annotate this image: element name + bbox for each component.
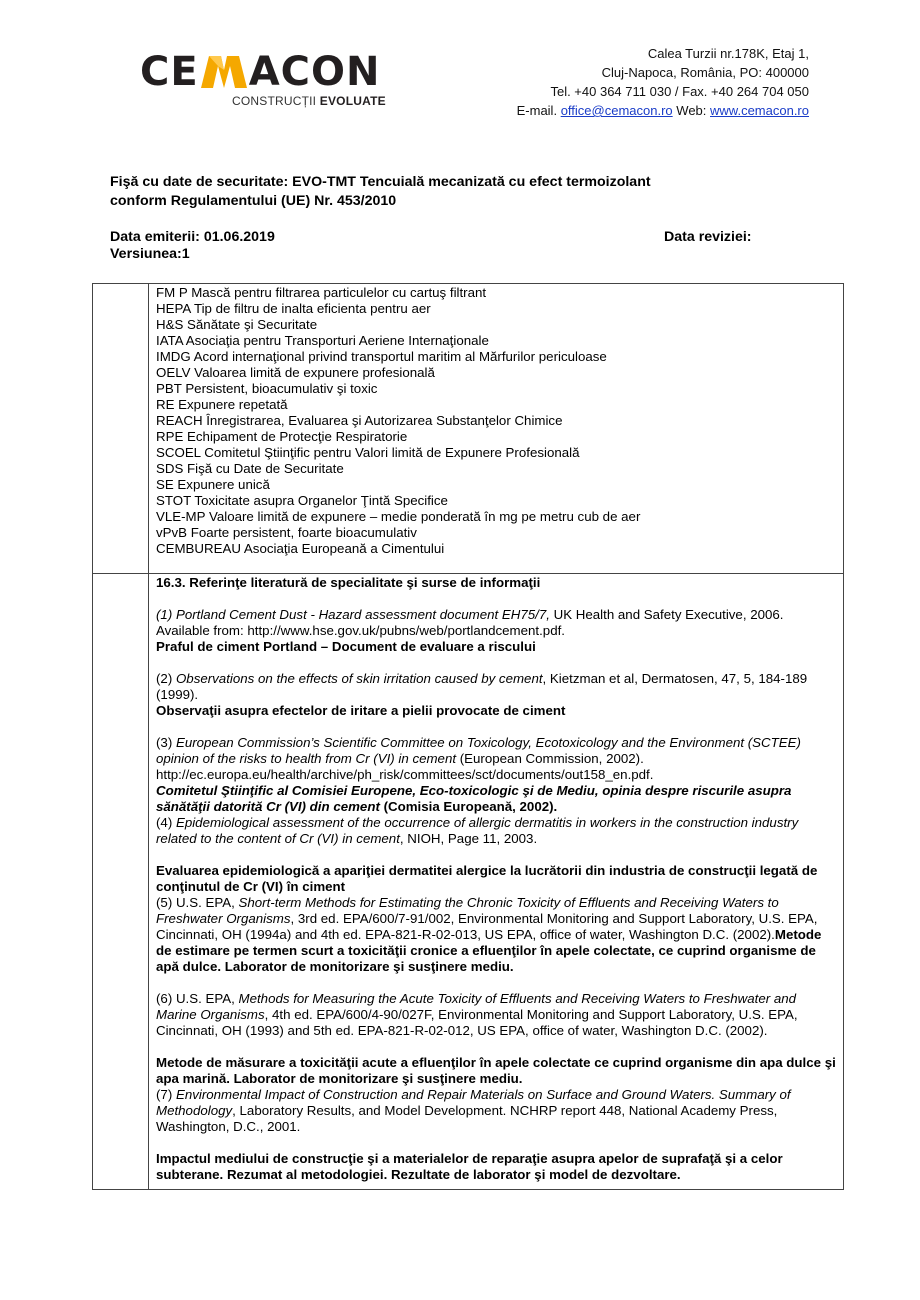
text-run: Evaluarea epidemiologică a apariţiei dermatitei alergice la lucrătorii din industria de construcţii legată de conţinutul de Cr (VI) în ciment xyxy=(156,863,818,894)
abbreviation-item: RE Expunere repetată xyxy=(156,397,288,412)
phone-line: Tel. +40 364 711 030 / Fax. +40 264 704 050 xyxy=(550,84,809,99)
abbreviation-item: CEMBUREAU Asociaţia Europeană a Cimentului xyxy=(156,541,445,556)
reference-paragraph xyxy=(156,1087,837,1135)
document-meta xyxy=(110,229,275,263)
abbreviation-item: VLE-MP Valoare limită de expunere – medie ponderată în mg pe metru cub de aer xyxy=(156,509,641,524)
abbreviation-item: vPvB Foarte persistent, foarte bioacumulativ xyxy=(156,525,417,540)
reference-paragraph xyxy=(156,783,837,815)
text-run: Environmental Impact of Construction and Repair Materials on Surface and Ground Waters. Summary of Methodology xyxy=(156,1087,791,1118)
content-table xyxy=(92,283,844,1190)
abbreviation-item: H&S Sănătate şi Securitate xyxy=(156,317,318,332)
text-run: Epidemiological assessment of the occurrence of allergic dermatitis in workers in the construction industry related to the content of Cr (VI) in cement xyxy=(156,815,799,846)
document-title: Fişă cu date de securitate: EVO-TMT Tencuială mecanizată cu efect termoizolant conform Regulamentului (UE) Nr. 453/2010 xyxy=(110,174,651,209)
version: Versiunea:1 xyxy=(110,246,190,262)
text-run: (2) xyxy=(156,671,176,686)
abbreviation-item: SE Expunere unică xyxy=(156,477,270,492)
address-line: Calea Turzii nr.178K, Etaj 1, xyxy=(647,46,809,61)
logo-tagline: CONSTRUCȚII EVOLUATE xyxy=(232,94,386,108)
reference-paragraph xyxy=(156,607,837,639)
reference-paragraph xyxy=(156,991,837,1039)
text-run: , Kietzman et al, Dermatosen, 47, 5, 184-189 (1999). xyxy=(156,671,808,702)
text-run: Impactul mediului de construcţie şi a materialelor de reparaţie asupra apelor de suprafaţă şi a celor subterane. Rezumat al metodologiei. Rezultate de laborator şi model de dezvoltare. xyxy=(156,1151,783,1182)
reference-paragraph xyxy=(156,863,837,895)
empty-cell xyxy=(93,574,149,1190)
text-run: (4) xyxy=(156,815,176,830)
text-run: Metode de estimare pe termen scurt a toxicităţii cronice a efluenţilor în apele colectate, ce cuprind organisme de apă dulce. Laborator de monitorizare şi susţinere mediu. xyxy=(156,927,822,974)
text-run: , 4th ed. EPA/600/4-90/027F, Environmental Monitoring and Support Laboratory, U.S. EPA, Cincinnati, OH (1993) and 5th ed. EPA-821-R-02-012, US EPA, office of water, Washington D.C. (2002). xyxy=(156,1007,798,1038)
text-run: Comitetul Ştiinţific al Comisiei Europene, Eco-toxicologic şi de Mediu, opinia despre riscurile asupra sănătăţii datorită Cr (VI) din cement xyxy=(156,783,792,814)
reference-paragraph xyxy=(156,895,837,975)
logo-wordmark: CE ACON xyxy=(140,49,381,95)
issue-date: Data emiterii: 01.06.2019 xyxy=(110,229,275,245)
text-run: Observaţii asupra efectelor de iritare a pielii provocate de ciment xyxy=(156,703,566,718)
reference-paragraph xyxy=(156,735,837,783)
text-run: (European Commission, 2002). http://ec.europa.eu/health/archive/ph_risk/committees/sct/documents/out158_en.pdf. xyxy=(156,751,654,782)
text-run: (6) U.S. EPA, xyxy=(156,991,239,1006)
text-run: Observations on the effects of skin irritation caused by cement xyxy=(175,671,543,686)
references-section xyxy=(149,574,844,1190)
text-run: (3) xyxy=(156,735,176,750)
abbreviation-item: IATA Asociaţia pentru Transporturi Aeriene Internaţionale xyxy=(156,333,489,348)
text-run: Portland Cement Dust - Hazard assessment document EH75/7, xyxy=(175,607,550,622)
logo-m-mark-icon xyxy=(201,56,247,88)
email-link[interactable]: office@cemacon.ro xyxy=(560,103,673,118)
revision-date: Data reviziei: xyxy=(664,229,752,245)
address-line: Cluj-Napoca, România, PO: 400000 xyxy=(601,65,809,80)
reference-paragraph xyxy=(156,815,837,847)
company-logo xyxy=(140,49,390,112)
reference-paragraph xyxy=(156,671,837,703)
text-run: (7) xyxy=(156,1087,176,1102)
text-run: Praful de ciment Portland – Document de evaluare a riscului xyxy=(156,639,536,654)
web-link[interactable]: www.cemacon.ro xyxy=(710,103,809,118)
text-run: European Commission’s Scientific Committee on Toxicology, Ecotoxicology and the Environment (SCTEE) opinion of the risks to health from Cr (VI) in cement xyxy=(156,735,801,766)
reference-paragraph xyxy=(156,639,837,655)
text-run: (5) U.S. EPA, xyxy=(156,895,239,910)
reference-paragraph xyxy=(156,1151,837,1183)
section-heading: 16.3. Referinţe literatură de specialitate şi surse de informaţii xyxy=(156,575,541,590)
abbreviation-item: SDS Fişă cu Date de Securitate xyxy=(156,461,344,476)
reference-paragraph xyxy=(156,703,837,719)
abbreviation-item: IMDG Acord internaţional privind transportul maritim al Mărfurilor periculoase xyxy=(156,349,607,364)
text-run: (Comisia Europeană, 2002). xyxy=(379,799,558,814)
abbreviation-item: REACH Înregistrarea, Evaluarea şi Autorizarea Substanţelor Chimice xyxy=(156,413,563,428)
reference-paragraph xyxy=(156,1055,837,1087)
abbreviation-item: SCOEL Comitetul Ştiinţific pentru Valori limită de Expunere Profesională xyxy=(156,445,580,460)
text-run: , Laboratory Results, and Model Development. NCHRP report 448, National Academy Press, Washington, D.C., 2001. xyxy=(156,1103,778,1134)
abbreviation-item: OELV Valoarea limită de expunere profesională xyxy=(156,365,435,380)
text-run: UK Health and Safety Executive, 2006. Available from: http://www.hse.gov.uk/pubns/web/portlandcement.pdf. xyxy=(156,607,784,638)
abbreviation-item: FM P Mască pentru filtrarea particulelor cu cartuş filtrant xyxy=(156,285,487,300)
contact-line: E-mail. office@cemacon.ro Web: www.cemacon.ro xyxy=(516,103,809,118)
company-address xyxy=(517,44,809,120)
text-run: (1) xyxy=(156,607,176,622)
abbreviation-item: STOT Toxicitate asupra Organelor Ţintă Specifice xyxy=(156,493,448,508)
text-run: Metode de măsurare a toxicităţii acute a efluenţilor în apele colectate ce cuprind organisme din apa dulce şi apa marină. Laborator de monitorizare şi susţinere mediu. xyxy=(156,1055,836,1086)
text-run: Methods for Measuring the Acute Toxicity of Effluents and Receiving Waters to Freshwater and Marine Organisms xyxy=(156,991,797,1022)
text-run: , 3rd ed. EPA/600/7-91/002, Environmental Monitoring and Support Laboratory, U.S. EPA, Cincinnati, OH (1994a) and 4th ed. EPA-821-R-02-013, US EPA, office of water, Washington D.C. (2002). xyxy=(156,911,818,942)
abbreviation-item: RPE Echipament de Protecţie Respiratorie xyxy=(156,429,408,444)
text-run: , NIOH, Page 11, 2003. xyxy=(399,831,538,846)
empty-cell xyxy=(93,284,149,574)
abbreviation-item: HEPA Tip de filtru de inalta eficienta pentru aer xyxy=(156,301,431,316)
abbreviation-item: PBT Persistent, bioacumulativ şi toxic xyxy=(156,381,378,396)
abbreviations-list xyxy=(149,284,844,574)
text-run: Short-term Methods for Estimating the Chronic Toxicity of Effluents and Receiving Waters to Freshwater Organisms xyxy=(156,895,779,926)
